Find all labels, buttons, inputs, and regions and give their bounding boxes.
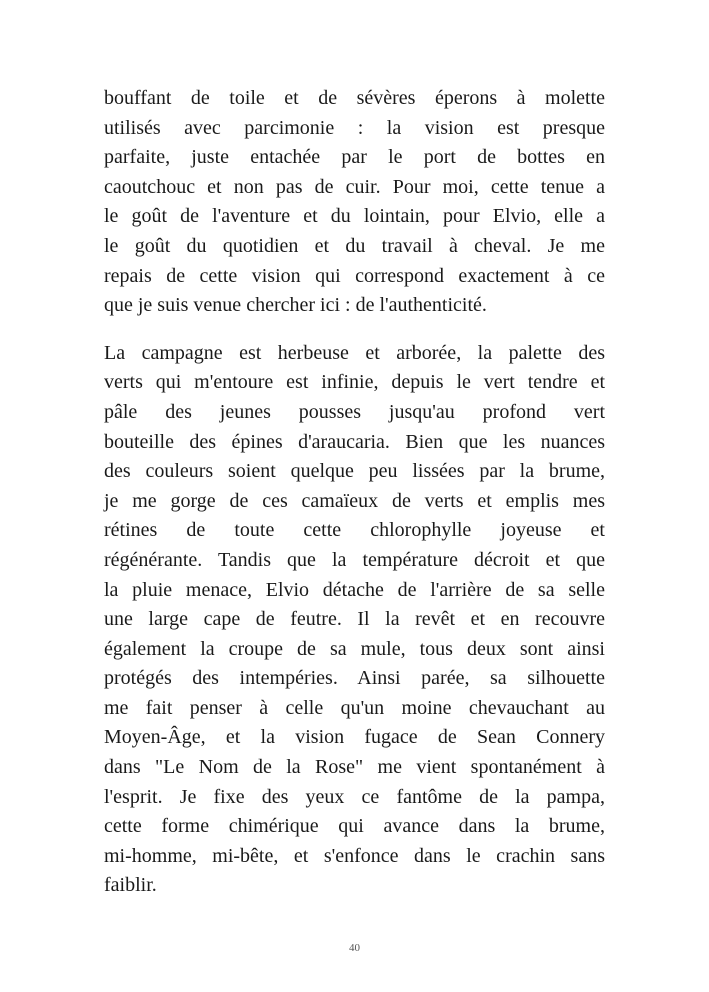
text-line: parfaite, juste entachée par le port de bottes en (104, 146, 605, 169)
page-body (104, 84, 605, 901)
text-line: bouffant de toile et de sévères éperons à molette (104, 87, 605, 109)
text-line: verts qui m'entoure est infinie, depuis le vert tendre et (104, 371, 605, 394)
text-line: faiblir. (104, 874, 157, 897)
text-line: pâle des jeunes pousses jusqu'au profond vert (104, 400, 605, 423)
text-line: je me gorge de ces camaïeux de verts et emplis mes (104, 489, 605, 512)
paragraph-spacer (104, 321, 605, 339)
text-line: repais de cette vision qui correspond exactement à ce (104, 264, 605, 287)
text-line: rétines de toute cette chlorophylle joyeuse et (104, 519, 605, 542)
text-line: la pluie menace, Elvio détache de l'arrière de sa selle (104, 578, 605, 601)
text-line: me fait penser à celle qu'un moine chevauchant au (104, 696, 605, 719)
text-line: régénérante. Tandis que la température décroit et que (104, 548, 605, 571)
text-line: Moyen-Âge, et la vision fugace de Sean Connery (104, 726, 605, 749)
text-line: dans "Le Nom de la Rose" me vient spontanément à (104, 756, 605, 779)
text-line: également la croupe de sa mule, tous deux sont ainsi (104, 637, 605, 660)
text-line: une large cape de feutre. Il la revêt et en recouvre (104, 608, 605, 631)
paragraph-2 (104, 339, 605, 901)
page-number: 40 (349, 942, 360, 954)
text-line: l'esprit. Je fixe des yeux ce fantôme de la pampa, (104, 785, 605, 808)
text-line: protégés des intempéries. Ainsi parée, sa silhouette (104, 667, 605, 690)
text-line: mi-homme, mi-bête, et s'enfonce dans le crachin sans (104, 844, 605, 867)
text-line: le goût du quotidien et du travail à cheval. Je me (104, 234, 605, 257)
text-line: caoutchouc et non pas de cuir. Pour moi, cette tenue a (104, 175, 605, 198)
text-line: La campagne est herbeuse et arborée, la palette des (104, 341, 605, 364)
text-line: utilisés avec parcimonie : la vision est presque (104, 116, 605, 139)
text-line: le goût de l'aventure et du lointain, pour Elvio, elle a (104, 205, 605, 228)
paragraph-1 (104, 84, 605, 321)
text-line: bouteille des épines d'araucaria. Bien que les nuances (104, 430, 605, 453)
text-line: des couleurs soient quelque peu lissées par la brume, (104, 460, 605, 483)
text-line: que je suis venue chercher ici : de l'authenticité. (104, 294, 487, 317)
text-line: cette forme chimérique qui avance dans la brume, (104, 815, 605, 838)
